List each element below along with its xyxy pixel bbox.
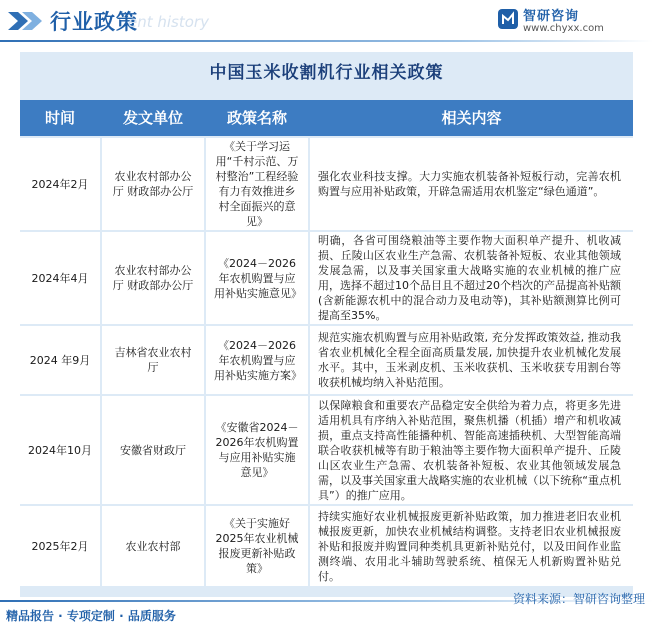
table-row: [20, 506, 633, 586]
column-header-unit: 发文单位: [122, 109, 183, 127]
cell-policy-name: 《关于学习运用“千村示范、万村整治”工程经验有力有效推进乡村全面振兴的意见》: [215, 140, 299, 228]
table-row: [20, 396, 633, 504]
table-title: 中国玉米收割机行业相关政策: [209, 63, 444, 83]
cell-policy-name: 《关于实施好2025年农业机械报废更新补贴政策》: [215, 517, 299, 575]
cell-content: 明确，各省可围绕粮油等主要作物大面积单产提升、机收减损、丘陵山区农业生产急需、农机装备补短板、农业其他领域发展急需，以及事关国家重大战略实施的农业机械的推广应用，选择不超过10个品目且不超过20个档次的产品提高补贴额(含新能源农机中的混合动力及电动等)，其补贴额测算比例可提高至35%。: [318, 234, 621, 322]
table-row: [20, 326, 633, 394]
section-title: 行业政策: [50, 10, 138, 34]
footer-slogan: 精品报告 · 专项定制 · 品质服务: [6, 609, 176, 623]
cell-unit: 农业农村部办公厅 财政部办公厅: [112, 264, 194, 292]
double-chevron-icon: [6, 10, 46, 32]
cell-content: 强化农业科技支撑。大力实施农机装备补短板行动，完善农机购置与应用补贴政策，开辟急需适用农机鉴定“绿色通道”。: [318, 170, 621, 198]
cell-policy-name: 《安徽省2024－2026年农机购置与应用补贴实施意见》: [215, 421, 299, 479]
table-header-row: [20, 100, 633, 136]
cell-unit: 吉林省农业农村厅: [114, 346, 192, 374]
cell-unit: 农业农村部: [125, 539, 181, 553]
column-header-name: 政策名称: [226, 109, 287, 127]
cell-time: 2024年4月: [31, 271, 89, 285]
logo-mark-icon: [497, 8, 519, 30]
policy-table: [20, 52, 633, 597]
cell-time: 2024年2月: [31, 177, 89, 191]
brand-logo: [497, 5, 637, 39]
logo-name: 智研咨询: [523, 9, 580, 24]
header-divider: [0, 40, 653, 42]
cell-content: 以保障粮食和重要农产品稳定安全供给为着力点，将更多先进适用机具有序纳入补贴范围，聚焦机播（机插）增产和机收减损，重点支持高性能播种机、智能高速插秧机、大型智能高端联合收获机械等有助于粮油等主要作物大面积单产提升、丘陵山区农业生产急需、农机装备补短板、农业其他领域发展急需，以及事关国家重大战略实施的农业机械（以下统称“重点机具”）的推广应用。: [318, 398, 621, 502]
footer-source: 资料来源：智研咨询整理: [512, 592, 645, 606]
table-row: [20, 138, 633, 230]
column-header-time: 时间: [44, 109, 75, 127]
cell-time: 2024年10月: [28, 443, 92, 457]
cell-unit: 农业农村部办公厅 财政部办公厅: [112, 170, 194, 198]
cell-policy-name: 《2024－2026年农机购置与应用补贴实施意见》: [214, 256, 302, 300]
logo-url: www.chyxx.com: [523, 23, 604, 34]
cell-unit: 安徽省财政厅: [120, 443, 186, 457]
table-row: [20, 232, 633, 324]
page-header: [0, 0, 653, 42]
page-footer: [0, 592, 653, 629]
header-watermark: ent history: [128, 13, 209, 31]
column-header-content: 相关内容: [441, 109, 502, 127]
cell-content: 持续实施好农业机械报废更新补贴政策，加力推进老旧农业机械报废更新，加快农业机械结构调整。支持老旧农业机械报废补贴和报废并购置同种类机具更新补贴兑付，以及田间作业监测终端、农用北斗辅助驾驶系统、植保无人机新购置补贴兑付。: [318, 509, 621, 583]
cell-content: 规范实施农机购置与应用补贴政策, 充分发挥政策效益, 推动我省农业机械化全程全面高质量发展, 加快提升农业机械化发展水平。其中，玉米剥皮机、玉米收获机、玉米收获专用割台等收获机械均纳入补贴范围。: [318, 331, 621, 389]
cell-policy-name: 《2024－2026年农机购置与应用补贴实施方案》: [214, 338, 302, 382]
cell-time: 2025年2月: [31, 539, 89, 553]
cell-time: 2024 年9月: [29, 353, 91, 367]
